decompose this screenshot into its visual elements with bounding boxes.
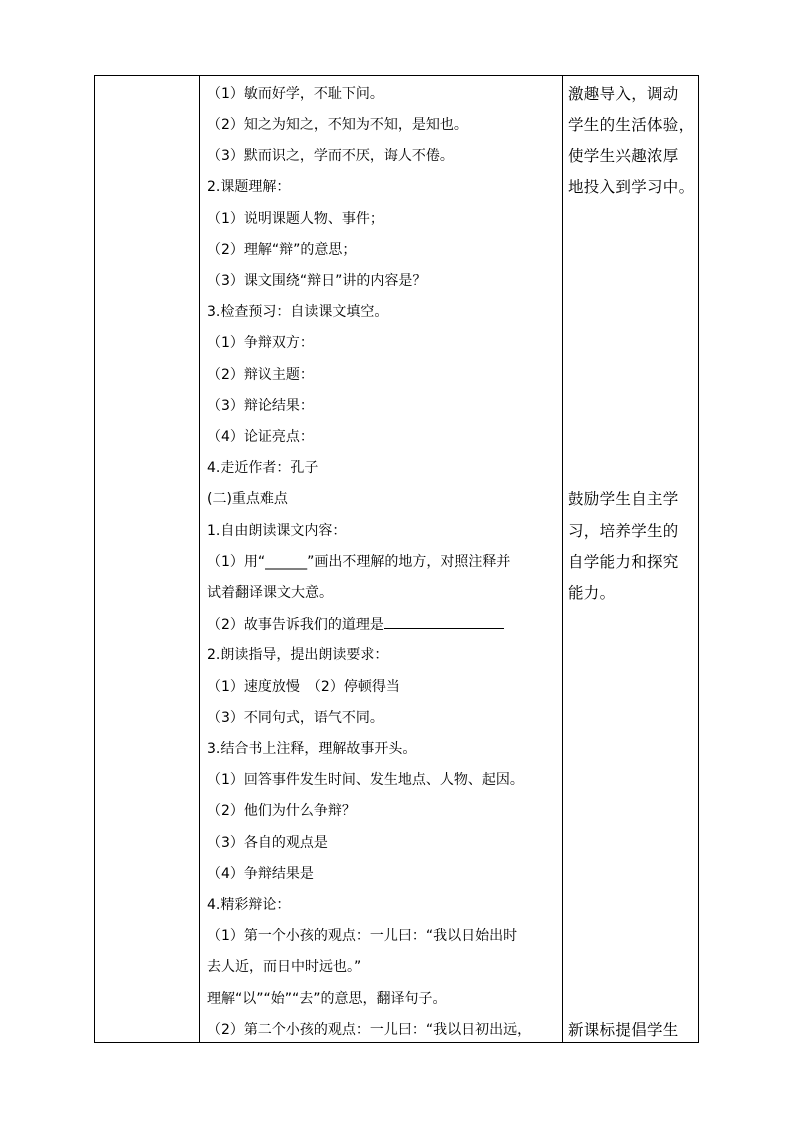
content-text: （2）故事告诉我们的道理是	[207, 617, 384, 633]
content-line: （1）速度放慢 （2）停顿得当	[207, 679, 400, 695]
content-line: 3.检查预习：自读课文填空。	[207, 304, 389, 320]
content-line: （4）论证亮点：	[207, 429, 314, 445]
design-note-line: 地投入到学习中。	[568, 178, 695, 196]
content-line: 去人近，而日中时远也。”	[207, 959, 362, 975]
content-line: （3）课文围绕“辩日”讲的内容是？	[207, 273, 427, 289]
content-line: 理解“以”“始”“去”的意思，翻译句子。	[207, 991, 447, 1007]
content-line: （2）第二个小孩的观点：一儿曰：“我以日初出远，	[207, 1022, 532, 1038]
design-note-line: 学生的生活体验，	[568, 116, 695, 134]
content-line: （4）争辩结果是	[207, 866, 314, 882]
content-line: （1）敏而好学，不耻下问。	[207, 86, 384, 102]
content-line: （3）不同句式，语气不同。	[207, 710, 384, 726]
content-column	[199, 76, 563, 1042]
content-line: （2）理解“辩”的意思；	[207, 242, 357, 258]
content-line: （1）第一个小孩的观点：一儿曰：“我以日始出时	[207, 928, 518, 944]
content-line: 2.课题理解：	[207, 179, 291, 195]
design-note-line: 自学能力和探究	[568, 553, 679, 571]
notes-column	[563, 76, 698, 1042]
content-line: （1）说明课题人物、事件；	[207, 211, 384, 227]
content-line: 4.走近作者：孔子	[207, 460, 319, 476]
content-line	[207, 614, 556, 635]
design-note-line: 鼓励学生自主学	[568, 490, 679, 508]
lesson-plan-table	[94, 75, 699, 1043]
content-line: （3）各自的观点是	[207, 835, 328, 851]
content-line: （1）用“______”画出不理解的地方，对照注释并	[207, 554, 511, 570]
content-line: （2）知之为知之，不知为不知，是知也。	[207, 117, 468, 133]
content-line: 试着翻译课文大意。	[207, 585, 333, 601]
design-note-line: 新课标提倡学生	[568, 1021, 679, 1039]
left-column	[95, 76, 200, 1042]
content-line: 1.自由朗读课文内容：	[207, 523, 347, 539]
content-line: 2.朗读指导，提出朗读要求：	[207, 647, 389, 663]
content-line: （3）辩论结果：	[207, 398, 314, 414]
fill-blank	[384, 614, 504, 629]
design-note-line: 能力。	[568, 584, 616, 602]
content-line: 4.精彩辩论：	[207, 897, 291, 913]
design-note-line: 习，培养学生的	[568, 522, 679, 540]
content-line: 3.结合书上注释，理解故事开头。	[207, 741, 417, 757]
content-line: （1）争辩双方：	[207, 335, 314, 351]
content-line: （2）他们为什么争辩？	[207, 803, 356, 819]
design-note-line: 使学生兴趣浓厚	[568, 147, 679, 165]
content-line: （3）默而识之，学而不厌，诲人不倦。	[207, 148, 454, 164]
content-line: （1）回答事件发生时间、发生地点、人物、起因。	[207, 772, 524, 788]
design-note-line: 激趣导入，调动	[568, 85, 679, 103]
content-line: （2）辩议主题：	[207, 367, 314, 383]
section-heading: (二)重点难点	[207, 491, 288, 507]
